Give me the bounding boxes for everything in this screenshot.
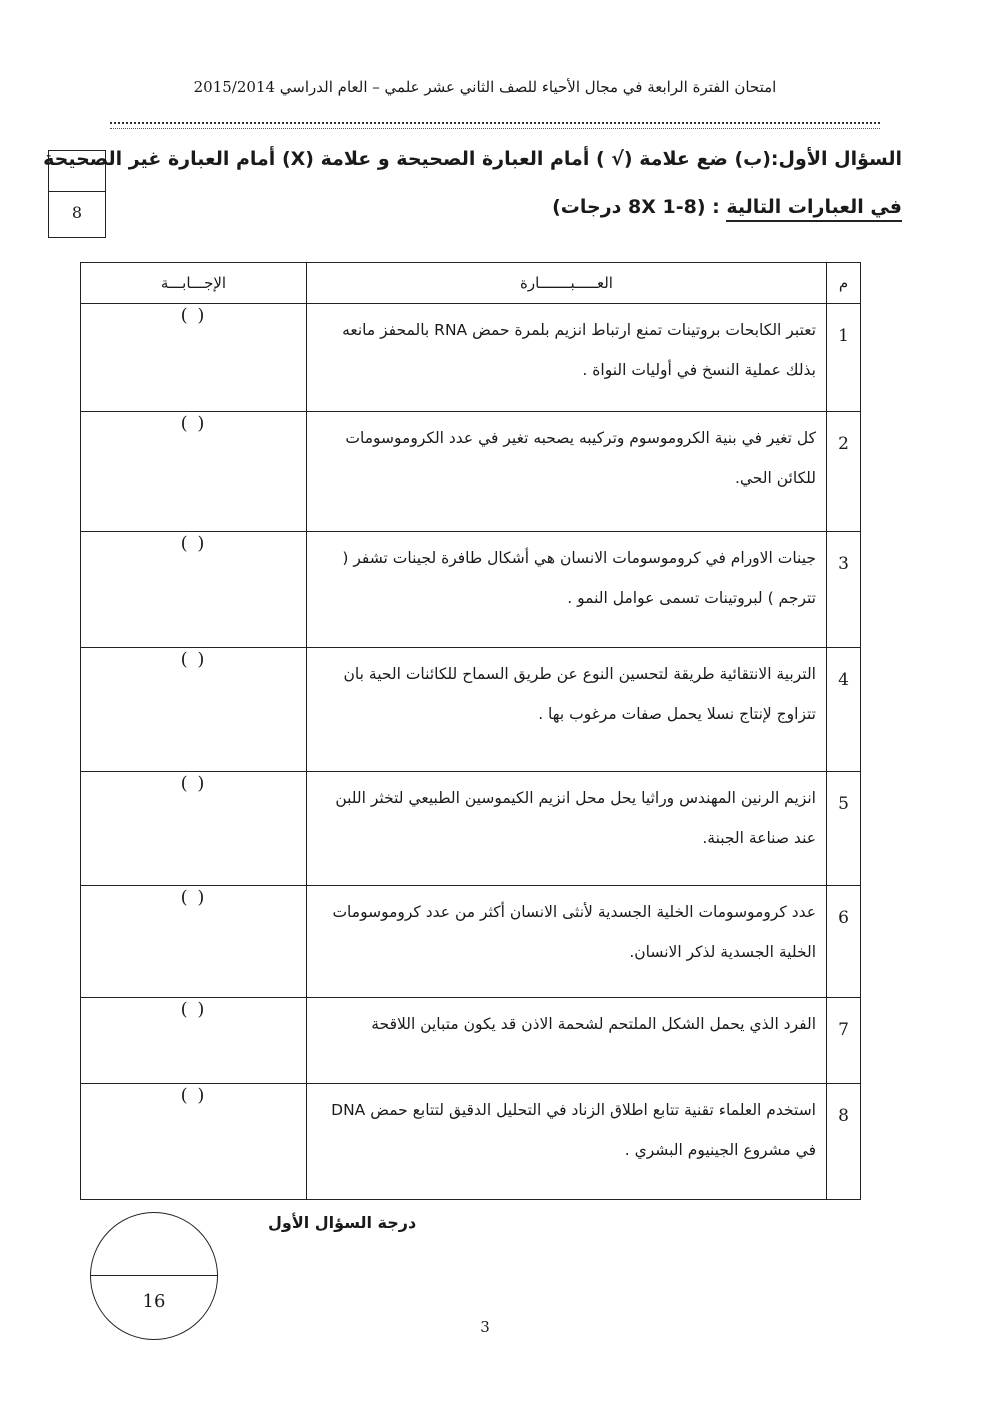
table-header-row — [81, 263, 861, 304]
header-statement: العـــــبـــــــارة — [307, 263, 827, 304]
row-statement: عدد كروموسومات الخلية الجسدية لأنثى الانسان أكثر من عدد كروموسومات الخلية الجسدية لذكر الانسان. — [307, 886, 827, 998]
question-instruction: السؤال الأول:(ب) ضع علامة (√ ) أمام العبارة الصحيحة و علامة (X) أمام العبارة غير الصحيحة — [43, 148, 902, 170]
row-number: 6 — [827, 886, 861, 998]
header-answer: الإجـــابـــة — [81, 263, 307, 304]
true-false-table — [80, 262, 861, 1200]
answer-field[interactable]: ( ) — [81, 998, 307, 1084]
total-score: 16 — [142, 1291, 166, 1312]
score-box-divider — [49, 191, 105, 192]
row-number: 8 — [827, 1084, 861, 1200]
row-statement: تعتبر الكابحات بروتينات تمنع ارتباط انزيم بلمرة حمض RNA بالمحفز مانعه بذلك عملية النسخ في أوليات النواة . — [307, 304, 827, 412]
row-number: 5 — [827, 772, 861, 886]
answer-field[interactable]: ( ) — [81, 412, 307, 532]
answer-field[interactable]: ( ) — [81, 772, 307, 886]
header-divider — [110, 122, 880, 124]
table-row — [81, 304, 861, 412]
answer-field[interactable]: ( ) — [81, 648, 307, 772]
row-statement: كل تغير في بنية الكروموسوم وتركيبه يصحبه تغير في عدد الكروموسومات للكائن الحي. — [307, 412, 827, 532]
row-number: 4 — [827, 648, 861, 772]
row-statement: استخدم العلماء تقنية تتابع اطلاق الزناد في التحليل الدقيق لتتابع حمض DNA في مشروع الجينيوم البشري . — [307, 1084, 827, 1200]
instruction-underlined: في العبارات التالية — [726, 196, 902, 222]
row-number: 3 — [827, 532, 861, 648]
table-row — [81, 998, 861, 1084]
header-divider-secondary — [110, 128, 880, 129]
question-score: 8 — [71, 203, 83, 222]
table-row — [81, 1084, 861, 1200]
row-number: 1 — [827, 304, 861, 412]
circle-divider — [91, 1275, 217, 1276]
total-score-circle — [90, 1212, 218, 1340]
answer-field[interactable]: ( ) — [81, 1084, 307, 1200]
page-number: 3 — [480, 1318, 490, 1336]
row-number: 2 — [827, 412, 861, 532]
row-statement: الفرد الذي يحمل الشكل الملتحم لشحمة الاذن قد يكون متباين اللاقحة — [307, 998, 827, 1084]
table-row — [81, 412, 861, 532]
row-statement: انزيم الرنين المهندس وراثيا يحل محل انزيم الكيموسين الطبيعي لتخثر اللبن عند صناعة الجبنة. — [307, 772, 827, 886]
table-row — [81, 648, 861, 772]
instruction-points: : (8X 1-8 درجات) — [552, 196, 727, 218]
table-row — [81, 886, 861, 998]
row-statement: جينات الاورام في كروموسومات الانسان هي أشكال طافرة لجينات تشفر ( تترجم ) لبروتينات تسمى عوامل النمو . — [307, 532, 827, 648]
exam-header-title: امتحان الفترة الرابعة في مجال الأحياء للصف الثاني عشر علمي – العام الدراسي 2015/2014 — [193, 78, 777, 96]
row-statement: التربية الانتقائية طريقة لتحسين النوع عن طريق السماح للكائنات الحية بان تتزاوج لإنتاج نسلا يحمل صفات مرغوب بها . — [307, 648, 827, 772]
answer-field[interactable]: ( ) — [81, 304, 307, 412]
table-row — [81, 772, 861, 886]
row-number: 7 — [827, 998, 861, 1084]
question-instruction-continued — [552, 196, 902, 218]
answer-field[interactable]: ( ) — [81, 532, 307, 648]
answer-field[interactable]: ( ) — [81, 886, 307, 998]
header-number: م — [827, 263, 861, 304]
question-total-label: درجة السؤال الأول — [268, 1213, 417, 1232]
table-row — [81, 532, 861, 648]
